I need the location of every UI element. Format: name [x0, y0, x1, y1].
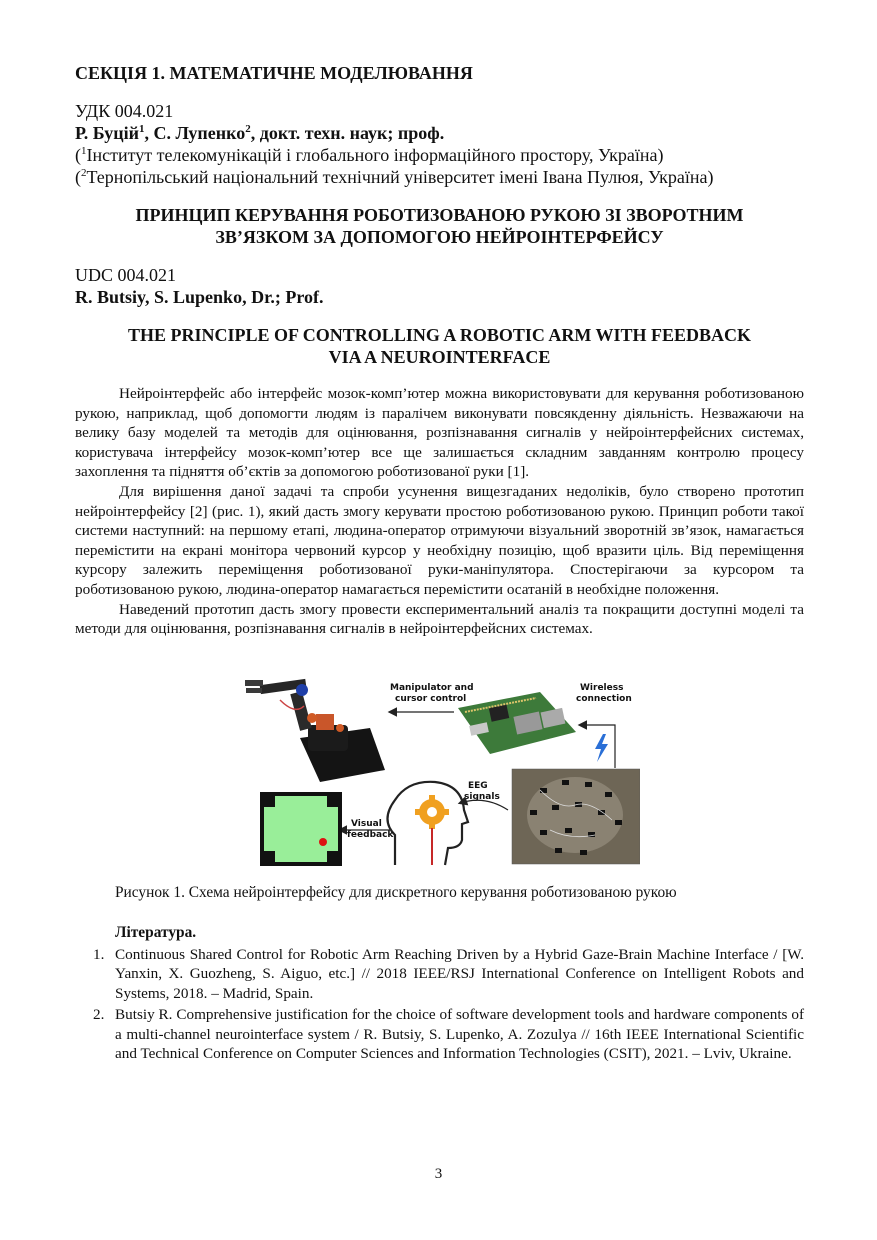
eeg-cap-photo — [512, 769, 640, 864]
section-heading: СЕКЦІЯ 1. МАТЕМАТИЧНЕ МОДЕЛЮВАННЯ — [75, 63, 473, 83]
reference-number: 2. — [93, 1006, 105, 1024]
references-list — [75, 945, 804, 1064]
head-with-gear-icon — [388, 782, 469, 865]
label-eeg-line1: EEG — [468, 780, 488, 791]
author2-sup: 2 — [245, 123, 251, 135]
label-wireless-line1: Wireless — [580, 682, 624, 693]
aff2-paren: ( — [75, 167, 81, 187]
paragraph-2: Для вирішення даної задачі та спроби усунення вищезгаданих недоліків, було створено прототип нейроінтерфейсу [2] (рис. 1), який дасть змогу керувати простою роботизованою рукою. Принцип роботи такої системи наступний: на першому етапі, людина-оператор отримуючи візуальний зворотній зв’язок, намагається перемістити на екрані монітора червоний курсор у необхідну позицію, щоб вразити ціль. Від переміщення курсору залежить переміщення роботизованої руки-маніпулятора. Спостерігаючи за курсором та роботизованою рукою, людина-оператор намагається перемістити осатаній в необхідне положення. — [75, 482, 804, 598]
page-number: 3 — [434, 1166, 443, 1182]
aff2-text: Тернопільський національний технічний університет імені Івана Пулюя, Україна) — [86, 167, 714, 187]
title-en-line1: THE PRINCIPLE OF CONTROLLING A ROBOTIC ARM WITH FEEDBACK — [127, 325, 752, 345]
label-manipulator-line2: cursor control — [395, 693, 467, 704]
robotic-arm-image — [245, 679, 385, 782]
udc-ua: УДК 004.021 — [75, 101, 174, 121]
affiliation-1 — [75, 144, 804, 166]
aff1-text: Інститут телекомунікацій і глобального інформаційного простору, Україна) — [86, 145, 664, 165]
author-degrees: , докт. техн. наук; проф. — [250, 123, 445, 143]
aff1-sup: 1 — [81, 145, 87, 157]
paragraph-1: Нейроінтерфейс або інтерфейс мозок-комп’ютер можна використовувати для керування роботизованою рукою, наприклад, щоб допомогти людям із паралічем виконувати повсякденну діяльність. Незважаючи на велику базу моделей та методів для оцінювання, розпізнавання сигналів у нейроінтерфейсних системах, користувача інтерфейсу мозок-комп’ютер все ще залишається складним завданням контролю процесу захоплення та підняття об’єктів за допомогою роботизованої руки [1]. — [75, 385, 804, 481]
udc-en: UDC 004.021 — [75, 265, 177, 285]
label-visual-line1: Visual — [351, 818, 382, 829]
title-ua-line2: ЗВ’ЯЗКОМ ЗА ДОПОМОГОЮ НЕЙРОІНТЕРФЕЙСУ — [215, 227, 664, 247]
title-ua — [75, 204, 804, 248]
aff1-paren: ( — [75, 145, 81, 165]
affiliation-2 — [75, 166, 804, 188]
lightning-bolt-icon — [595, 734, 608, 762]
label-manipulator-line1: Manipulator and — [390, 682, 474, 693]
raspberry-pi-board-image — [458, 692, 576, 754]
aff2-sup: 2 — [81, 167, 87, 179]
author2-name: С. Лупенко — [153, 123, 246, 143]
title-en-line2: VIA A NEUROINTERFACE — [328, 347, 551, 367]
author-separator: , — [144, 123, 154, 143]
title-ua-line1: ПРИНЦИП КЕРУВАННЯ РОБОТИЗОВАНОЮ РУКОЮ ЗІ ЗВОРОТНИМ — [135, 205, 744, 225]
figure-caption: Рисунок 1. Схема нейроінтерфейсу для дискретного керування роботизованою рукою — [115, 883, 677, 901]
authors-en: R. Butsiy, S. Lupenko, Dr.; Prof. — [75, 287, 324, 307]
reference-item — [93, 945, 804, 1004]
references-heading: Література. — [115, 923, 197, 941]
reference-text: Butsiy R. Comprehensive justification for the choice of software development tools and hardware components of a multi-channel neurointerface system / R. Butsiy, S. Lupenko, A. Zozulya // 16th IEEE International Scientific and Technical Conference on Computer Sciences and Information Technologies (CSIT), 2021. – Lviv, Ukraine. — [115, 1006, 804, 1063]
label-wireless-line2: connection — [576, 693, 632, 704]
author1-name: Р. Буцій — [75, 123, 139, 143]
reference-number: 1. — [93, 945, 105, 963]
title-en — [75, 324, 804, 368]
label-eeg-line2: signals — [464, 791, 500, 802]
figure-1-neurointerface-diagram — [240, 670, 640, 866]
paper-page — [75, 62, 804, 1066]
paragraph-3: Наведений прототип дасть змогу провести експериментальний аналіз та покращити доступні моделі та методи для оцінювання, розпізнавання сигналів в нейроінтерфейсних системах. — [75, 600, 804, 638]
diagram-svg — [240, 670, 640, 866]
reference-text: Continuous Shared Control for Robotic Arm Reaching Driven by a Hybrid Gaze-Brain Machine Interface / [W. Yanxin, X. Guozheng, S. Aiguo, etc.] // 2018 IEEE/RSJ International Conference on Intelligent Robots and Systems, 2018. – Madrid, Spain. — [115, 945, 804, 1002]
label-visual-line2: feedback — [347, 829, 394, 840]
author1-sup: 1 — [138, 123, 145, 135]
reference-item — [93, 1005, 804, 1064]
authors-ua — [75, 122, 804, 144]
red-cursor-icon — [319, 838, 327, 846]
monitor-screen-image — [262, 794, 340, 864]
